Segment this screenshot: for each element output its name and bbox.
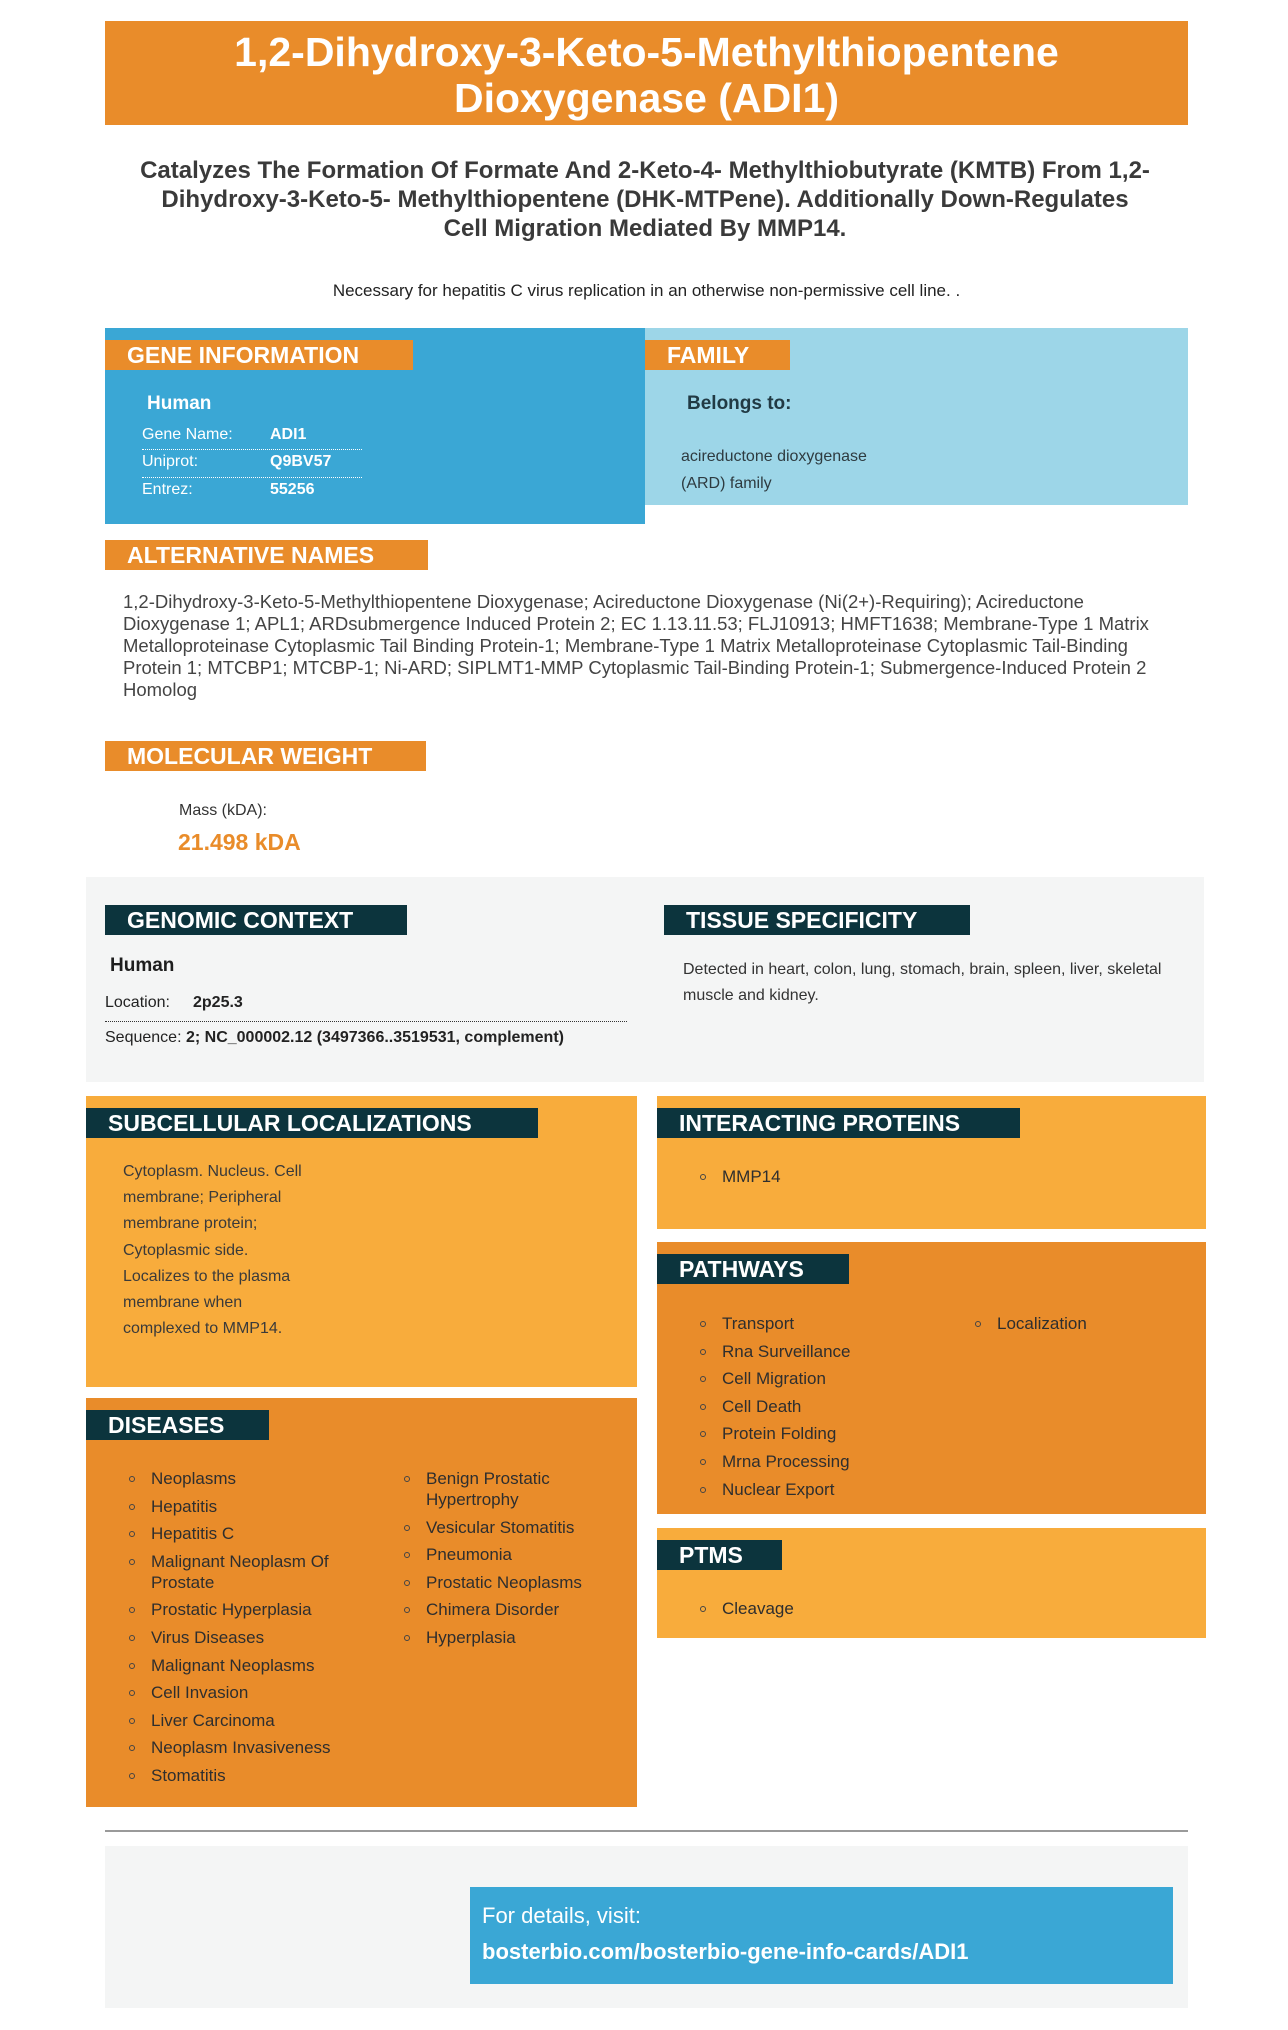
details-box — [470, 1887, 1173, 1984]
uniprot-value: Q9BV57 — [270, 453, 332, 470]
ptms-panel — [657, 1528, 1206, 1638]
list-item: Stomatitis — [127, 1765, 357, 1786]
tissue-specificity-text: Detected in heart, colon, lung, stomach, brain, spleen, liver, skeletal muscle and kidney. — [683, 961, 1162, 1004]
list-item: Hepatitis C — [127, 1523, 357, 1544]
interacting-proteins-panel — [657, 1096, 1206, 1229]
subcellular-line: membrane protein; — [123, 1215, 258, 1233]
list-item: Vesicular Stomatitis — [402, 1517, 602, 1538]
diseases-list-col1 — [127, 1468, 357, 1793]
list-item: Benign Prostatic Hypertrophy — [402, 1468, 602, 1510]
mass-value: 21.498 kDA — [178, 829, 301, 855]
ptms-header: PTMS — [657, 1540, 782, 1570]
location-value: 2p25.3 — [193, 994, 243, 1011]
mass-label: Mass (kDA): — [179, 802, 267, 819]
genomic-context-band — [86, 877, 1204, 1082]
subcellular-line: Cytoplasmic side. — [123, 1241, 249, 1259]
list-item: Liver Carcinoma — [127, 1710, 357, 1731]
subcellular-line: membrane; Peripheral — [123, 1189, 282, 1207]
list-item: Nuclear Export — [698, 1479, 851, 1500]
gene-information-panel — [105, 328, 645, 524]
subcellular-line: Cytoplasm. Nucleus. Cell — [123, 1163, 302, 1180]
list-item: Localization — [973, 1313, 1087, 1334]
sequence-row — [105, 1029, 564, 1047]
list-item: Cleavage — [698, 1598, 794, 1619]
list-item: Transport — [698, 1313, 851, 1334]
subcellular-line: complexed to MMP14. — [123, 1320, 283, 1338]
details-label: For details, visit: — [482, 1903, 641, 1928]
molecular-weight-header: MOLECULAR WEIGHT — [105, 741, 426, 771]
interacting-proteins-header: INTERACTING PROTEINS — [657, 1108, 1020, 1138]
list-item: Chimera Disorder — [402, 1599, 602, 1620]
subcellular-line: membrane when — [123, 1294, 243, 1312]
subcellular-header: SUBCELLULAR LOCALIZATIONS — [86, 1108, 538, 1138]
row-divider — [142, 449, 362, 450]
alternative-names-text: 1,2-Dihydroxy-3-Keto-5-Methylthiopentene Dioxygenase; Acireductone Dioxygenase (Ni(2+)-Requiring); Acireductone Dioxygenase 1; APL1; ARDsubmergence Induced Protein 2; EC 1.13.11.53; FLJ10913; HMFT1638; Membrane-Type 1 Matrix Metalloproteinase Cytoplasmic Tail Binding Protein-1; Membrane-Type 1 Matrix Metalloproteinase Cytoplasmic Tail-Binding Protein 1; MTCBP1; MTCBP-1; Ni-ARD; SIPLMT1-MMP Cytoplasmic Tail-Binding Protein-1; Submergence-Induced Protein 2 Homolog — [123, 591, 1149, 700]
genomic-species: Human — [110, 955, 175, 976]
list-item: Rna Surveillance — [698, 1341, 851, 1362]
entrez-row — [142, 481, 362, 503]
sequence-value: 2; NC_000002.12 (3497366..3519531, complement) — [185, 1029, 564, 1046]
list-item: Pneumonia — [402, 1544, 602, 1565]
diseases-list-col2 — [402, 1468, 602, 1655]
pathways-list-col2 — [973, 1313, 1087, 1341]
details-link[interactable]: bosterbio.com/bosterbio-gene-info-cards/ADI1 — [482, 1939, 969, 1964]
tissue-specificity-header: TISSUE SPECIFICITY — [664, 905, 970, 935]
list-item: Malignant Neoplasm Of Prostate — [127, 1551, 357, 1593]
uniprot-row — [142, 453, 362, 475]
subcellular-text — [123, 1159, 302, 1342]
family-panel — [645, 328, 1188, 505]
diseases-panel — [86, 1398, 637, 1807]
belongs-to-label: Belongs to: — [687, 393, 792, 414]
list-item: MMP14 — [698, 1166, 781, 1187]
interacting-proteins-list — [698, 1166, 781, 1194]
list-item: Neoplasm Invasiveness — [127, 1737, 357, 1758]
list-item: Hyperplasia — [402, 1627, 602, 1648]
diseases-header: DISEASES — [86, 1410, 269, 1440]
list-item: Cell Invasion — [127, 1682, 357, 1703]
subcellular-line: Localizes to the plasma — [123, 1267, 291, 1285]
pathways-panel — [657, 1242, 1206, 1514]
page-title: 1,2-Dihydroxy-3-Keto-5-Methylthiopentene Dioxygenase (ADI1) — [105, 21, 1188, 125]
gene-name-value: ADI1 — [270, 426, 307, 443]
family-line-2: (ARD) family — [681, 475, 772, 492]
location-label: Location: — [105, 994, 170, 1011]
pathways-list-col1 — [698, 1313, 851, 1506]
list-item: Protein Folding — [698, 1423, 851, 1444]
ptms-list — [698, 1598, 794, 1626]
gene-summary: Catalyzes The Formation Of Formate And 2-Keto-4- Methylthiobutyrate (KMTB) From 1,2-Dihydroxy-3-Keto-5- Methylthiopentene (DHK-MTPene). Additionally Down-Regulates Cell Migration Mediated By MMP14. — [140, 157, 1150, 242]
gene-information-header: GENE INFORMATION — [105, 340, 413, 370]
gene-name-row — [142, 426, 362, 448]
alternative-names-header: ALTERNATIVE NAMES — [105, 540, 428, 570]
genomic-context-header: GENOMIC CONTEXT — [105, 905, 407, 935]
list-item: Hepatitis — [127, 1496, 357, 1517]
location-row — [105, 994, 243, 1012]
list-item: Cell Death — [698, 1396, 851, 1417]
list-item: Mrna Processing — [698, 1451, 851, 1472]
gene-species: Human — [147, 393, 212, 414]
list-item: Malignant Neoplasms — [127, 1655, 357, 1676]
subcellular-panel — [86, 1096, 637, 1387]
list-item: Prostatic Hyperplasia — [127, 1599, 357, 1620]
family-line-1: acireductone dioxygenase — [681, 448, 867, 465]
footer-divider — [105, 1830, 1188, 1832]
family-name — [681, 443, 867, 497]
entrez-label: Entrez: — [142, 481, 193, 498]
list-item: Virus Diseases — [127, 1627, 357, 1648]
list-item: Prostatic Neoplasms — [402, 1572, 602, 1593]
gene-note: Necessary for hepatitis C virus replication in an otherwise non-permissive cell line. . — [332, 281, 961, 300]
list-item: Neoplasms — [127, 1468, 357, 1489]
pathways-header: PATHWAYS — [657, 1254, 849, 1284]
list-item: Cell Migration — [698, 1368, 851, 1389]
gene-name-label: Gene Name: — [142, 426, 233, 443]
row-divider — [105, 1021, 627, 1022]
entrez-value: 55256 — [270, 481, 315, 498]
row-divider — [142, 477, 362, 478]
family-header: FAMILY — [645, 340, 790, 370]
sequence-label: Sequence: — [105, 1029, 182, 1046]
uniprot-label: Uniprot: — [142, 453, 199, 470]
